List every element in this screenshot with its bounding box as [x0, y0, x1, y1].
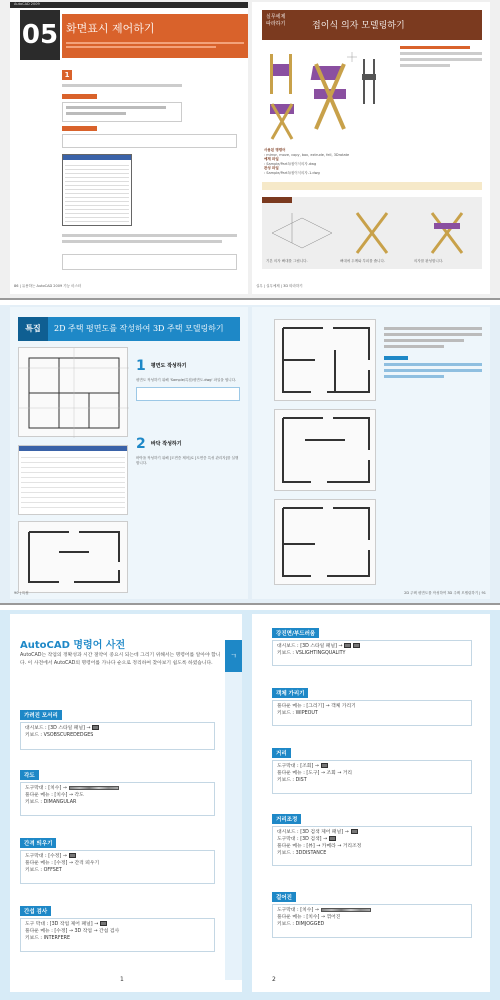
spread-house-modeling	[0, 305, 500, 605]
step-1	[136, 355, 240, 425]
right-title: 접이식 의자 모델링하기	[312, 21, 405, 31]
right-footer: 실무 | 실무예제 | 3D 따라하기	[256, 284, 303, 288]
step-1-number: 1	[136, 357, 146, 374]
chapter-number-box	[20, 10, 60, 60]
right-page-2	[252, 307, 490, 599]
badge: 특집	[18, 317, 48, 341]
page-number-right: 2	[272, 976, 276, 983]
floorplan-4	[274, 409, 376, 491]
footer-right-2: 2D 주택 평면도를 작성하여 3D 주택 모델링하기 | 91	[404, 591, 486, 595]
step-2-title: 바닥 작성하기	[150, 441, 182, 447]
dict-entry-1: 도구막대 : [치수] → 풀다운 메뉴 : [치수] → 각도 키보드 : DIMANGULAR	[20, 782, 215, 816]
menu-screenshot	[62, 154, 132, 226]
dimension-toolbar-icon-2	[321, 908, 371, 912]
dict-entry-head-r3: 거리조정	[272, 814, 301, 824]
app-screenshot	[18, 445, 128, 515]
dict-entry-r3: 대시보드 : [3D 검색 제어 패널] → 도구막대 : [3D 검색] → 풀다운 메뉴 : [뷰] → 카메라 → 거리조정 키보드 : 3DDISTANCE	[272, 826, 472, 866]
sub-number: 1	[62, 70, 72, 80]
info-list: 사용된 명령어 : mirror, move, copy, box, extrude, fell, 3Drotate 예제 파일 : Sample/Part3/접이식의자.dwg 완성 파일 : Sample/Part3/접이식의자-1.dwg	[264, 148, 350, 175]
smooth-icon	[344, 643, 351, 648]
dict-entry-head-0: 가려진 모서리	[20, 710, 62, 720]
dict-entry-head-3: 간섭 검사	[20, 906, 51, 916]
index-tab: ㄱ	[225, 640, 242, 672]
3d-navigate-icon	[329, 836, 336, 841]
facet-icon	[353, 643, 360, 648]
dict-entry-3: 도구 막대 : [3D 작업 제어 패널] → 풀다운 메뉴 : [수정] → 3D 작업 → 간섭 검사 키보드 : INTERFERE	[20, 918, 215, 952]
right-title-bar	[262, 10, 482, 40]
footer-left-2: 90 | 특집	[14, 591, 29, 595]
left-page	[10, 2, 248, 294]
dimension-toolbar-icon	[69, 786, 119, 790]
chapter-number: 05	[21, 20, 59, 50]
right-text-block-2	[384, 327, 482, 397]
step-1-text: 평면도 작성하기 위해 'Sample/특집/평면도.dwg' 파일을 엽니다.	[136, 378, 237, 382]
dict-entry-0: 대시보드 : [3D 스타일 패널] → 키보드 : VSOBSCUREDEDGES	[20, 722, 215, 750]
title-bar-2	[18, 317, 240, 341]
section-label: 실무에제 따라하기	[266, 14, 286, 27]
chapter-title: 화면표시 제어하기	[66, 22, 155, 35]
floorplan-image-2	[18, 521, 128, 593]
page-number-left: 1	[120, 976, 124, 983]
dict-entry-head-r4: 걸어진	[272, 892, 296, 902]
dict-entry-head-r1: 객체 가리기	[272, 688, 308, 698]
left-footer: 86 | 유용하는 AutoCAD 2009 기능 마스터	[14, 284, 82, 288]
dict-intro: AutoCAD는 작업의 정확성과 시간 절약이 중요시 되는데 그리기 위해서는 명령어를 알아야 합니다. 이 사전에서 AutoCAD의 명령어를 가나다 순으로 정리하여 찾아보기 쉽도록 하였습니다.	[20, 653, 221, 666]
dict-entry-head-2: 간격 띄우기	[20, 838, 56, 848]
dict-entry-r4: 도구막대 : [치수] → 풀다운 메뉴 : [치수] → 꺾어진 키보드 : DIMJOGGED	[272, 904, 472, 938]
intro-text-block	[400, 46, 482, 86]
dict-entry-r1: 풀다운 메뉴 : [그리기] → 객체 가리기 키보드 : WIPEOUT	[272, 700, 472, 726]
step-2-number: 2	[136, 435, 146, 452]
3d-distance-icon	[351, 829, 358, 834]
chapter-title-bar	[62, 14, 248, 58]
spread-command-dictionary	[0, 610, 500, 1000]
step-2-text: 바닥을 작성하기 위해 [도면층 제어]로 [도면층 특성 관리자]를 실행합니다.	[136, 456, 239, 465]
left-page-2	[10, 307, 248, 599]
header-tag: AutoCAD 2009	[14, 2, 40, 6]
offset-icon	[69, 853, 76, 858]
dict-entry-2: 도구막대 : [수정] → 풀다운 메뉴 : [수정] → 간격 띄우기 키보드 : OFFSET	[20, 850, 215, 884]
dict-entry-r0: 대시보드 : [3D 스타일 패널] → 키보드 : VSLIGHTINGQUALITY	[272, 640, 472, 666]
dict-title: AutoCAD 명령어 사전	[20, 640, 126, 651]
style-panel-icon	[92, 725, 99, 730]
interference-icon	[100, 921, 107, 926]
spread-chair-modeling	[0, 0, 500, 300]
dict-entry-head-r0: 강진면/부드러움	[272, 628, 319, 638]
dict-right-page	[252, 614, 490, 992]
step-label-3: 의자를 완성합니다.	[414, 259, 444, 263]
step-1-title: 평면도 작성하기	[150, 363, 187, 369]
distance-icon	[321, 763, 328, 768]
dict-entry-r2: 도구막대 : [조회] → 풀다운 메뉴 : [도구] → 조회 → 거리 키보드 : DIST	[272, 760, 472, 794]
step-label-1: 기본 의자 뼈대를 그립니다.	[266, 259, 308, 263]
dict-entry-head-r2: 거리	[272, 748, 291, 758]
step-strip	[262, 197, 482, 269]
spread2-title: 2D 주택 평면도를 작성하여 3D 주택 모델링하기	[54, 324, 224, 333]
floorplan-image-1	[18, 347, 128, 437]
dict-left-page	[10, 614, 242, 992]
chair-illustrations	[262, 44, 397, 144]
floorplan-3	[274, 319, 376, 401]
dict-entry-head-1: 각도	[20, 770, 39, 780]
step-2	[136, 433, 240, 493]
floorplan-5	[274, 499, 376, 585]
chair-drawings	[262, 44, 397, 144]
right-page	[252, 2, 490, 294]
step-label-2: 뼈대에 두께와 부피를 줍니다.	[340, 259, 386, 263]
